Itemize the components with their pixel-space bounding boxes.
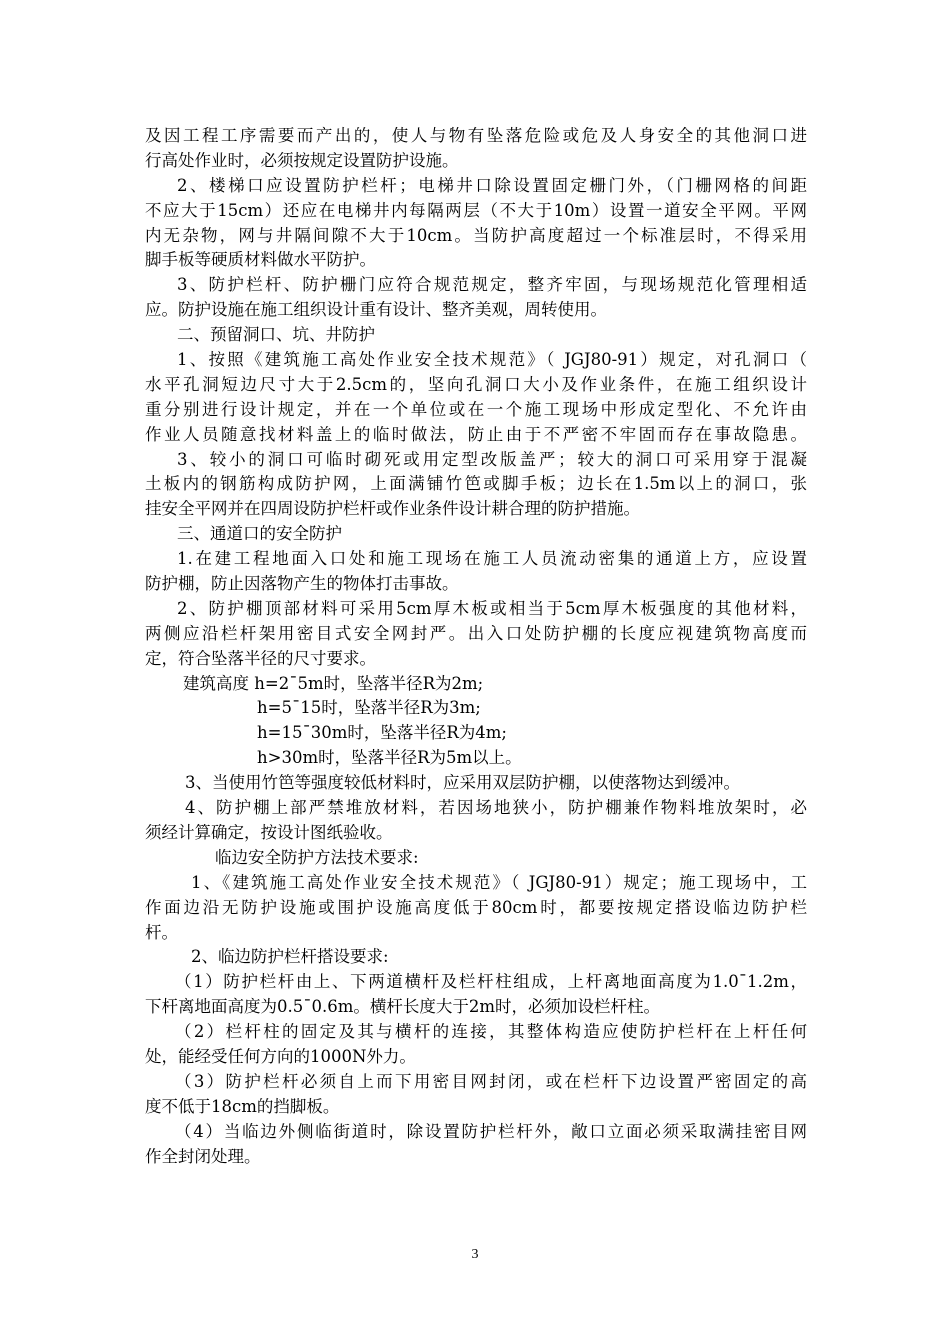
- text-line: 土板内的钢筋构成防护网，上面满铺竹笆或脚手板；边长在1.5m以上的洞口，张: [145, 474, 807, 494]
- text-line: 两侧应沿栏杆架用密目式安全网封严。出入口处防护棚的长度应视建筑物高度而: [145, 623, 807, 643]
- text-line: h=5¯15时，坠落半径R为3m;: [257, 698, 481, 718]
- text-line: 处，能经受任何方向的1000N外力。: [145, 1046, 416, 1066]
- text-line: 水平孔洞短边尺寸大于2.5cm的，坚向孔洞口大小及作业条件，在施工组织设计: [145, 374, 807, 394]
- text-line: 重分别进行设计规定，并在一个单位或在一个施工现场中形成定型化、不允许由: [145, 399, 807, 419]
- text-line: 须经计算确定，按设计图纸验收。: [145, 822, 393, 842]
- text-line: 临边安全防护方法技术要求:: [215, 847, 419, 867]
- text-line: （2）栏杆柱的固定及其与横杆的连接，其整体构造应使防护栏杆在上杆任何: [175, 1022, 807, 1042]
- text-line: 应。防护设施在施工组织设计重有设计、整齐美观，周转使用。: [145, 300, 607, 320]
- text-line: 不应大于15cm）还应在电梯井内每隔两层（不大于10m）设置一道安全平网。平网: [145, 200, 807, 220]
- page-number: 3: [471, 1247, 479, 1262]
- text-line: 下杆离地面高度为0.5¯0.6m。横杆长度大于2m时，必须加设栏杆柱。: [145, 997, 661, 1017]
- text-line: 2、临边防护栏杆搭设要求:: [191, 947, 389, 967]
- text-line: 定，符合坠落半径的尺寸要求。: [145, 648, 376, 668]
- text-line: 三、通道口的安全防护: [177, 524, 342, 544]
- text-line: 3、防护栏杆、防护栅门应符合规范规定，整齐牢固，与现场规范化管理相适: [177, 275, 807, 295]
- text-line: 二、预留洞口、坑、井防护: [177, 325, 375, 345]
- text-line: 行高处作业时，必须按规定设置防护设施。: [145, 150, 459, 170]
- text-line: h=15¯30m时，坠落半径R为4m;: [257, 723, 507, 743]
- text-line: 1、《建筑施工高处作业安全技术规范》（ JGJ80-91）规定；施工现场中，工: [191, 872, 807, 892]
- text-line: 防护棚，防止因落物产生的物体打击事故。: [145, 574, 459, 594]
- text-line: 杆。: [145, 922, 178, 942]
- text-line: 作面边沿无防护设施或围护设施高度低于80cm时，都要按规定搭设临边防护栏: [145, 897, 807, 917]
- text-line: h>30m时，坠落半径R为5m以上。: [257, 748, 522, 768]
- text-line: 及因工程工序需要而产出的，使人与物有坠落危险或危及人身安全的其他洞口进: [145, 126, 807, 145]
- text-line: 3、较小的洞口可临时砌死或用定型改版盖严；较大的洞口可采用穿于混凝: [177, 449, 807, 469]
- text-line: 3、当使用竹笆等强度较低材料时，应采用双层防护棚，以使落物达到缓冲。: [185, 773, 740, 793]
- body-text: [145, 124, 807, 1169]
- text-line: 1、按照《建筑施工高处作业安全技术规范》（ JGJ80-91）规定，对孔洞口（: [177, 350, 807, 370]
- text-line: （4）当临边外侧临街道时，除设置防护栏杆外，敞口立面必须采取满挂密目网: [175, 1121, 807, 1141]
- text-line: 2、防护棚顶部材料可采用5cm厚木板或相当于5cm厚木板强度的其他材料，: [177, 598, 807, 618]
- text-line: 内无杂物，网与井隔间隙不大于10cm。当防护高度超过一个标准层时，不得采用: [145, 225, 807, 245]
- text-line: 脚手板等硬质材料做水平防护。: [145, 250, 376, 270]
- text-line: 2、楼梯口应设置防护栏杆；电梯井口除设置固定栅门外，（门栅网格的间距: [177, 175, 807, 195]
- text-line: （1）防护栏杆由上、下两道横杆及栏杆柱组成，上杆离地面高度为1.0¯1.2m，: [175, 972, 807, 992]
- text-line: 挂安全平网并在四周设防护栏杆或作业条件设计耕合理的防护措施。: [145, 499, 640, 519]
- text-line: 作全封闭处理。: [145, 1146, 261, 1166]
- text-line: 4、防护棚上部严禁堆放材料，若因场地狭小，防护棚兼作物料堆放架时，必: [185, 798, 807, 818]
- text-line: 建筑高度 h=2¯5m时，坠落半径R为2m;: [183, 673, 484, 693]
- text-line: 1.在建工程地面入口处和施工现场在施工人员流动密集的通道上方，应设置: [177, 549, 807, 569]
- text-line: 作业人员随意找材料盖上的临时做法，防止由于不严密不牢固而存在事故隐患。: [145, 424, 807, 444]
- text-line: 度不低于18cm的挡脚板。: [145, 1096, 340, 1116]
- text-line: （3）防护栏杆必须自上而下用密目网封闭，或在栏杆下边设置严密固定的高: [175, 1071, 807, 1091]
